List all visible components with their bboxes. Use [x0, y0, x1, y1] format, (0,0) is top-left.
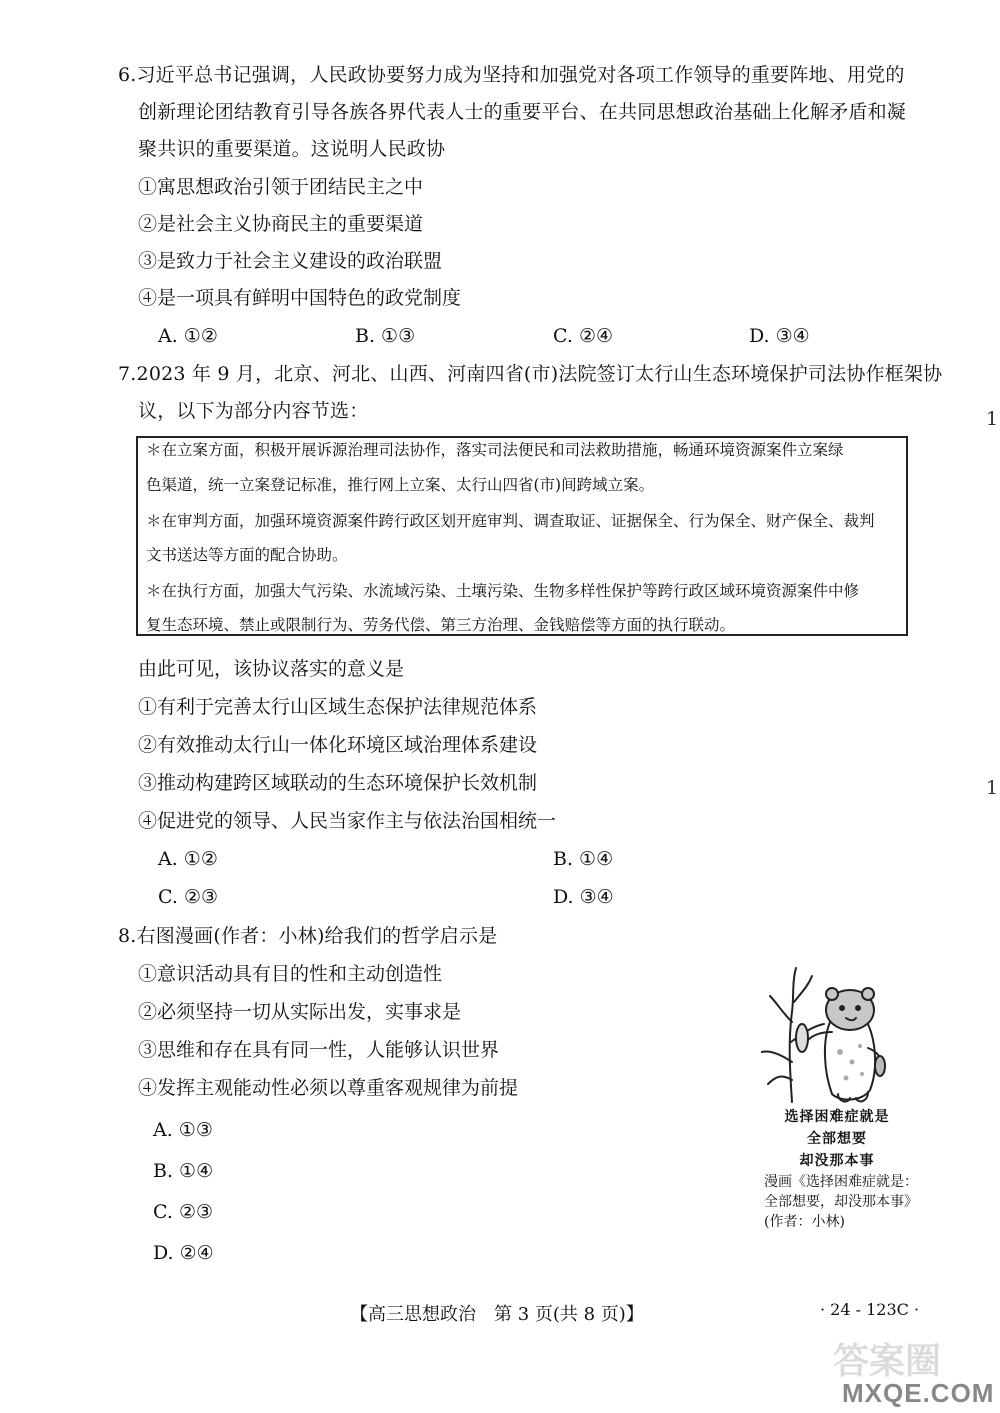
q6-item-3: ③是致力于社会主义建设的政治联盟 — [138, 250, 443, 272]
q6-option-b[interactable]: B. ①③ — [355, 325, 416, 347]
q7-excerpt-line-2: 色渠道，统一立案登记标准，推行网上立案、太行山四省(市)间跨域立案。 — [146, 476, 655, 494]
q7-item-2: ②有效推动太行山一体化环境区域治理体系建设 — [138, 734, 538, 756]
q6-stem-line-3: 聚共识的重要渠道。这说明人民政协 — [138, 138, 446, 160]
q7-item-3: ③推动构建跨区域联动的生态环境保护长效机制 — [138, 772, 538, 794]
q7-stem-line-2: 议，以下为部分内容节选： — [138, 400, 369, 422]
edge-mark-2: 1 — [986, 777, 999, 799]
q6-stem-line-1: 6.习近平总书记强调，人民政协要努力成为坚持和加强党对各项工作领导的重要阵地、用党的 — [118, 64, 905, 86]
comic-bear-corn-illustration — [752, 962, 902, 1110]
q7-excerpt-line-4: 文书送达等方面的配合协助。 — [146, 546, 348, 564]
comic-text-line-1: 选择困难症就是 — [784, 1109, 890, 1125]
q7-question: 由此可见，该协议落实的意义是 — [138, 658, 405, 680]
q8-item-1: ①意识活动具有目的性和主动创造性 — [138, 963, 443, 985]
watermark-site: MXQE.COM — [842, 1378, 995, 1408]
comic-caption-line-3: (作者：小林) — [764, 1214, 845, 1230]
comic-text-line-2: 全部想要 — [807, 1131, 867, 1147]
footer-page-info: 【高三思想政治 第 3 页(共 8 页)】 — [350, 1304, 644, 1325]
q7-option-b[interactable]: B. ①④ — [553, 848, 614, 870]
edge-mark-1: 1 — [986, 408, 999, 430]
comic-caption-line-1: 漫画《选择困难症就是： — [764, 1174, 918, 1190]
comic-text-line-3: 却没那本事 — [799, 1153, 875, 1169]
q7-stem-line-1: 7.2023 年 9 月，北京、河北、山西、河南四省(市)法院签订太行山生态环境保护司法协作框架协 — [118, 363, 943, 385]
q7-option-d[interactable]: D. ③④ — [553, 886, 614, 908]
q8-item-4: ④发挥主观能动性必须以尊重客观规律为前提 — [138, 1077, 519, 1099]
q7-option-a[interactable]: A. ①② — [158, 848, 218, 870]
q7-excerpt-line-3: ＊在审判方面，加强环境资源案件跨行政区划开庭审判、调查取证、证据保全、行为保全、财产保全、裁判 — [146, 512, 875, 530]
q6-option-c[interactable]: C. ②④ — [553, 325, 614, 347]
q8-item-2: ②必须坚持一切从实际出发，实事求是 — [138, 1001, 462, 1023]
q8-option-b[interactable]: B. ①④ — [153, 1160, 214, 1182]
q8-stem: 8.右图漫画(作者：小林)给我们的哲学启示是 — [118, 925, 498, 947]
q7-excerpt-line-5: ＊在执行方面，加强大气污染、水流域污染、土壤污染、生物多样性保护等跨行政区域环境资源案件中修 — [146, 582, 860, 600]
q7-option-c[interactable]: C. ②③ — [158, 886, 219, 908]
q6-item-1: ①寓思想政治引领于团结民主之中 — [138, 176, 424, 198]
q7-excerpt-line-6: 复生态环境、禁止或限制行为、劳务代偿、第三方治理、金钱赔偿等方面的执行联动。 — [146, 616, 736, 634]
q8-item-3: ③思维和存在具有同一性，人能够认识世界 — [138, 1039, 500, 1061]
q7-excerpt-box — [136, 436, 908, 636]
q8-option-c[interactable]: C. ②③ — [153, 1201, 214, 1223]
footer-paper-code: · 24 - 123C · — [820, 1300, 920, 1319]
q8-option-d[interactable]: D. ②④ — [153, 1242, 214, 1264]
comic-caption-line-2: 全部想要，却没那本事》 — [764, 1194, 918, 1210]
q6-option-d[interactable]: D. ③④ — [749, 325, 810, 347]
q6-stem-line-2: 创新理论团结教育引导各族各界代表人士的重要平台、在共同思想政治基础上化解矛盾和凝 — [138, 101, 907, 123]
q6-option-a[interactable]: A. ①② — [158, 325, 218, 347]
watermark-logo-text: 答案圈 — [833, 1341, 942, 1382]
q7-item-4: ④促进党的领导、人民当家作主与依法治国相统一 — [138, 810, 557, 832]
q8-option-a[interactable]: A. ①③ — [153, 1119, 213, 1141]
q6-item-2: ②是社会主义协商民主的重要渠道 — [138, 213, 424, 235]
q7-item-1: ①有利于完善太行山区域生态保护法律规范体系 — [138, 696, 538, 718]
q7-excerpt-line-1: ＊在立案方面，积极开展诉源治理司法协作，落实司法便民和司法救助措施，畅通环境资源案件立案绿 — [146, 441, 844, 459]
q6-item-4: ④是一项具有鲜明中国特色的政党制度 — [138, 287, 462, 309]
